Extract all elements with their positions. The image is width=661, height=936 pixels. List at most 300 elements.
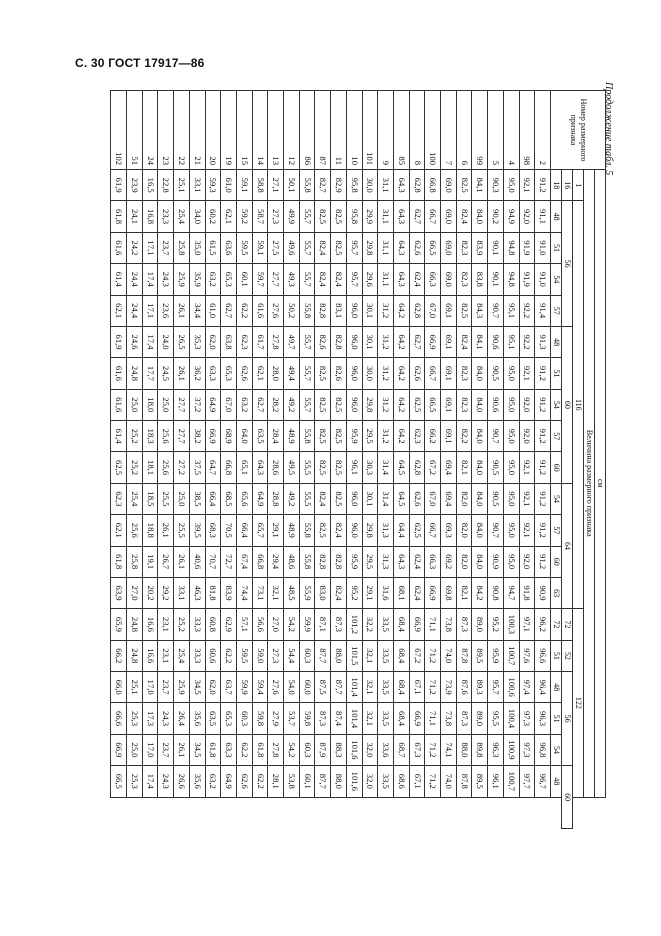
- table-cell: 62,4: [409, 577, 425, 608]
- table-cell: 95,7: [346, 232, 362, 263]
- table-cell: 67,0: [425, 295, 441, 326]
- unit-header-row: [595, 91, 606, 829]
- table-cell: 62,8: [409, 295, 425, 326]
- table-cell: 38,2: [189, 421, 205, 452]
- table-cell: 29,2: [158, 577, 174, 608]
- table-cell: 95,2: [488, 609, 504, 640]
- table-cell: 59,9: [236, 672, 252, 703]
- table-cell: 69,1: [441, 358, 457, 389]
- table-cell: 69,3: [441, 515, 457, 546]
- table-cell: 63,2: [236, 389, 252, 420]
- table-cell: 87,3: [456, 609, 472, 640]
- table-cell: 74,0: [441, 640, 457, 671]
- table-cell: 91,2: [535, 452, 551, 483]
- table-cell: 27,7: [174, 389, 190, 420]
- table-cell: 96,6: [535, 640, 551, 671]
- table-row: [346, 91, 362, 829]
- table-cell: 60,3: [299, 734, 315, 765]
- table-cell: 62,2: [236, 734, 252, 765]
- header-cell: 51: [551, 640, 562, 671]
- table-cell: 49,2: [284, 389, 300, 420]
- table-cell: 31,1: [378, 201, 394, 232]
- size-values-table: [110, 90, 606, 829]
- table-cell: 101,4: [346, 703, 362, 734]
- table-cell: 61,8: [205, 734, 221, 765]
- table-cell: 61,8: [111, 546, 127, 577]
- table-cell: 92,1: [519, 452, 535, 483]
- table-cell: 87,3: [456, 703, 472, 734]
- table-cell: 62,5: [111, 452, 127, 483]
- table-cell: 26,1: [174, 546, 190, 577]
- table-cell: 64,2: [393, 295, 409, 326]
- table-cell: 84,0: [472, 421, 488, 452]
- table-cell: 25,4: [127, 483, 143, 514]
- table-cell: 92,0: [519, 389, 535, 420]
- table-cell: 97,7: [519, 766, 535, 797]
- table-row: [174, 91, 190, 829]
- table-cell: 101,6: [346, 734, 362, 765]
- table-cell: 95,0: [503, 358, 519, 389]
- table-cell: 62,3: [409, 421, 425, 452]
- table-cell: 32,1: [362, 672, 378, 703]
- table-cell: 65,3: [221, 358, 237, 389]
- table-cell: 33,3: [189, 609, 205, 640]
- table-cell: 91,2: [535, 358, 551, 389]
- table-cell: 55,7: [299, 232, 315, 263]
- table-cell: 62,5: [409, 389, 425, 420]
- table-cell: 82,5: [315, 452, 331, 483]
- table-cell: 73,8: [441, 703, 457, 734]
- table-cell: 27,8: [268, 734, 284, 765]
- table-cell: 31,1: [378, 232, 394, 263]
- table-cell: 59,3: [205, 170, 221, 201]
- table-cell: 91,0: [535, 264, 551, 295]
- table-cell: 24,3: [158, 264, 174, 295]
- table-cell: 71,1: [425, 609, 441, 640]
- table-row: [127, 91, 143, 829]
- header-cell: 16: [562, 170, 573, 201]
- table-cell: 82,4: [315, 264, 331, 295]
- table-cell: 89,3: [472, 672, 488, 703]
- table-cell: 31,2: [378, 358, 394, 389]
- table-cell: 83,0: [315, 577, 331, 608]
- table-cell: 37,5: [189, 452, 205, 483]
- table-cell: 32,2: [362, 609, 378, 640]
- row-number: 6: [456, 91, 472, 170]
- table-cell: 64,3: [393, 201, 409, 232]
- table-cell: 90,2: [488, 201, 504, 232]
- table-cell: 87,7: [315, 640, 331, 671]
- table-cell: 82,0: [456, 515, 472, 546]
- table-cell: 24,8: [127, 609, 143, 640]
- table-cell: 31,3: [378, 546, 394, 577]
- table-cell: 64,3: [252, 452, 268, 483]
- table-cell: 90,7: [488, 421, 504, 452]
- table-cell: 82,8: [315, 546, 331, 577]
- table-cell: 23,9: [127, 170, 143, 201]
- table-cell: 24,8: [127, 640, 143, 671]
- table-cell: 90,5: [488, 483, 504, 514]
- table-cell: 18,0: [142, 389, 158, 420]
- header-cell: 54: [551, 264, 562, 295]
- table-cell: 61,5: [205, 232, 221, 263]
- table-cell: 82,6: [315, 326, 331, 357]
- table-cell: 89,0: [472, 703, 488, 734]
- table-cell: 49,3: [284, 264, 300, 295]
- table-cell: 96,3: [488, 734, 504, 765]
- table-cell: 26,1: [174, 358, 190, 389]
- table-row: [331, 91, 347, 829]
- table-cell: 30,3: [362, 452, 378, 483]
- table-cell: 55,7: [299, 264, 315, 295]
- table-cell: 100,7: [503, 640, 519, 671]
- table-cell: 34,4: [189, 295, 205, 326]
- table-cell: 49,2: [284, 483, 300, 514]
- table-cell: 62,7: [409, 201, 425, 232]
- values-label-row: [584, 91, 595, 829]
- table-cell: 50,2: [284, 295, 300, 326]
- table-cell: 92,2: [519, 295, 535, 326]
- table-cell: 61,7: [252, 326, 268, 357]
- table-cell: 33,5: [378, 766, 394, 797]
- header-cell: 60: [551, 452, 562, 483]
- header-cell: 64: [562, 483, 573, 609]
- table-cell: 84,3: [472, 295, 488, 326]
- table-cell: 27,5: [268, 232, 284, 263]
- table-cell: 82,4: [331, 264, 347, 295]
- table-cell: 87,6: [456, 672, 472, 703]
- table-cell: 97,4: [519, 672, 535, 703]
- table-cell: 36,2: [189, 358, 205, 389]
- table-cell: 17,0: [142, 734, 158, 765]
- table-cell: 87,5: [315, 672, 331, 703]
- table-cell: 82,5: [456, 295, 472, 326]
- table-cell: 48,6: [284, 546, 300, 577]
- table-cell: 63,2: [205, 766, 221, 797]
- row-number: 2: [535, 91, 551, 170]
- table-cell: 95,0: [503, 483, 519, 514]
- table-cell: 37,2: [189, 389, 205, 420]
- table-cell: 84,1: [472, 170, 488, 201]
- table-cell: 62,0: [205, 326, 221, 357]
- table-cell: 96,2: [535, 609, 551, 640]
- table-cell: 65,9: [111, 609, 127, 640]
- table-cell: 33,1: [174, 577, 190, 608]
- header-cell: 48: [551, 766, 562, 797]
- table-cell: 82,5: [331, 389, 347, 420]
- table-cell: 82,5: [456, 170, 472, 201]
- table-cell: 96,0: [346, 326, 362, 357]
- header-cell: 122: [573, 609, 584, 797]
- table-cell: 82,5: [315, 201, 331, 232]
- table-cell: 90,5: [488, 358, 504, 389]
- row-number: 14: [252, 91, 268, 170]
- table-cell: 101,2: [346, 609, 362, 640]
- table-cell: 62,6: [409, 483, 425, 514]
- table-cell: 25,1: [127, 672, 143, 703]
- table-cell: 28,4: [268, 421, 284, 452]
- table-cell: 91,2: [535, 389, 551, 420]
- table-cell: 64,2: [393, 326, 409, 357]
- table-cell: 64,5: [393, 483, 409, 514]
- table-cell: 17,1: [142, 232, 158, 263]
- table-cell: 70,7: [205, 546, 221, 577]
- header-cell: 57: [551, 295, 562, 326]
- row-number: 13: [268, 91, 284, 170]
- table-cell: 22,8: [158, 170, 174, 201]
- header-cell: 52: [562, 640, 573, 671]
- table-cell: 69,0: [441, 232, 457, 263]
- table-cell: 29,8: [362, 232, 378, 263]
- table-cell: 61,6: [111, 358, 127, 389]
- row-number: 5: [488, 91, 504, 170]
- row-number: 22: [174, 91, 190, 170]
- header-cell: 48: [551, 326, 562, 357]
- table-cell: 16,5: [142, 170, 158, 201]
- table-cell: 33,5: [378, 703, 394, 734]
- table-cell: 100,4: [503, 703, 519, 734]
- table-cell: 64,3: [393, 264, 409, 295]
- table-cell: 27,3: [268, 640, 284, 671]
- table-cell: 25,4: [174, 640, 190, 671]
- table-cell: 29,4: [268, 546, 284, 577]
- table-cell: 95,7: [346, 264, 362, 295]
- table-cell: 60,1: [236, 264, 252, 295]
- table-cell: 83,9: [221, 577, 237, 608]
- table-cell: 26,1: [174, 734, 190, 765]
- table-cell: 82,8: [331, 326, 347, 357]
- table-cell: 17,4: [142, 766, 158, 797]
- header-cell: 56: [562, 201, 573, 327]
- table-cell: 29,5: [362, 421, 378, 452]
- table-row: [472, 91, 488, 829]
- table-cell: 89,5: [472, 766, 488, 797]
- table-cell: 90,9: [535, 577, 551, 608]
- header-cell: 56: [562, 672, 573, 766]
- table-cell: 96,1: [488, 766, 504, 797]
- table-cell: 69,0: [441, 170, 457, 201]
- table-cell: 25,9: [174, 264, 190, 295]
- table-cell: 62,4: [409, 264, 425, 295]
- table-cell: 82,5: [315, 515, 331, 546]
- table-cell: 24,5: [158, 358, 174, 389]
- table-cell: 62,7: [221, 295, 237, 326]
- table-cell: 82,1: [456, 577, 472, 608]
- table-cell: 33,3: [189, 640, 205, 671]
- table-cell: 66,2: [111, 640, 127, 671]
- table-cell: 64,9: [221, 766, 237, 797]
- table-row: [535, 91, 551, 829]
- table-cell: 26,1: [158, 515, 174, 546]
- table-cell: 88,3: [331, 734, 347, 765]
- table-cell: 82,4: [315, 232, 331, 263]
- table-cell: 27,1: [268, 170, 284, 201]
- table-cell: 94,8: [503, 264, 519, 295]
- table-cell: 90,1: [488, 232, 504, 263]
- table-cell: 16,8: [142, 201, 158, 232]
- header-cell: 116: [573, 201, 584, 609]
- table-row: [409, 91, 425, 829]
- table-cell: 66,7: [425, 201, 441, 232]
- table-cell: 29,9: [362, 201, 378, 232]
- table-cell: 64,4: [393, 515, 409, 546]
- header-cell: 57: [551, 515, 562, 546]
- table-cell: 61,8: [252, 734, 268, 765]
- header-cell: 54: [551, 483, 562, 514]
- table-cell: 25,0: [174, 483, 190, 514]
- table-cell: 25,6: [158, 452, 174, 483]
- table-cell: 92,0: [519, 201, 535, 232]
- table-cell: 61,9: [111, 170, 127, 201]
- table-cell: 72,7: [221, 546, 237, 577]
- table-cell: 96,3: [535, 703, 551, 734]
- row-number: 8: [409, 91, 425, 170]
- table-cell: 92,0: [519, 421, 535, 452]
- table-cell: 25,1: [174, 170, 190, 201]
- table-cell: 59,1: [252, 232, 268, 263]
- table-cell: 87,4: [331, 703, 347, 734]
- table-cell: 90,1: [488, 264, 504, 295]
- table-cell: 55,8: [299, 515, 315, 546]
- row-number: 86: [299, 91, 315, 170]
- table-cell: 69,8: [441, 577, 457, 608]
- table-cell: 62,6: [236, 358, 252, 389]
- row-number: 19: [221, 91, 237, 170]
- table-cell: 66,6: [111, 703, 127, 734]
- table-cell: 16,6: [142, 640, 158, 671]
- table-cell: 61,0: [205, 295, 221, 326]
- table-cell: 62,6: [409, 232, 425, 263]
- table-cell: 67,4: [236, 546, 252, 577]
- table-cell: 64,2: [393, 389, 409, 420]
- table-row: [362, 91, 378, 829]
- table-cell: 64,3: [393, 546, 409, 577]
- table-cell: 24,3: [158, 766, 174, 797]
- table-cell: 71,2: [425, 672, 441, 703]
- table-cell: 91,2: [535, 170, 551, 201]
- corner-label: Номер размерного признака: [551, 91, 606, 170]
- table-cell: 57,1: [236, 609, 252, 640]
- table-cell: 73,8: [441, 609, 457, 640]
- table-cell: 29,1: [362, 577, 378, 608]
- table-cell: 60,3: [299, 640, 315, 671]
- table-cell: 82,4: [456, 201, 472, 232]
- row-number: 20: [205, 91, 221, 170]
- table-cell: 27,9: [268, 703, 284, 734]
- table-cell: 62,1: [221, 201, 237, 232]
- row-number: 100: [425, 91, 441, 170]
- table-cell: 33,5: [378, 672, 394, 703]
- table-cell: 62,1: [111, 295, 127, 326]
- table-cell: 66,9: [409, 703, 425, 734]
- table-cell: 61,4: [111, 421, 127, 452]
- table-cell: 31,2: [378, 326, 394, 357]
- table-cell: 95,2: [346, 577, 362, 608]
- table-cell: 17,4: [142, 326, 158, 357]
- table-cell: 82,5: [331, 201, 347, 232]
- table-cell: 83,9: [472, 232, 488, 263]
- table-row: [221, 91, 237, 829]
- table-cell: 66,2: [425, 421, 441, 452]
- rotated-table-container: [110, 90, 606, 829]
- table-cell: 62,6: [236, 766, 252, 797]
- table-cell: 89,5: [472, 640, 488, 671]
- table-cell: 82,3: [456, 358, 472, 389]
- header-cell: 54: [551, 734, 562, 765]
- table-cell: 32,1: [268, 577, 284, 608]
- table-cell: 66,0: [111, 672, 127, 703]
- row-number: 7: [441, 91, 457, 170]
- table-cell: 25,5: [158, 483, 174, 514]
- table-cell: 82,2: [456, 421, 472, 452]
- table-cell: 61,8: [111, 201, 127, 232]
- table-cell: 54,4: [284, 640, 300, 671]
- table-cell: 29,5: [362, 546, 378, 577]
- table-cell: 33,1: [189, 170, 205, 201]
- table-cell: 90,3: [488, 170, 504, 201]
- table-cell: 59,5: [236, 640, 252, 671]
- table-cell: 24,0: [158, 326, 174, 357]
- table-cell: 82,5: [331, 452, 347, 483]
- table-cell: 55,8: [299, 546, 315, 577]
- table-cell: 74,0: [441, 766, 457, 797]
- table-cell: 27,6: [268, 672, 284, 703]
- table-cell: 25,9: [174, 672, 190, 703]
- table-cell: 66,3: [425, 546, 441, 577]
- table-cell: 17,0: [142, 672, 158, 703]
- table-cell: 84,0: [472, 201, 488, 232]
- table-cell: 91,2: [535, 421, 551, 452]
- table-cell: 27,7: [174, 421, 190, 452]
- table-cell: 29,1: [268, 515, 284, 546]
- table-cell: 69,1: [441, 326, 457, 357]
- table-cell: 55,7: [299, 358, 315, 389]
- row-number: 21: [189, 91, 205, 170]
- table-cell: 69,0: [441, 201, 457, 232]
- table-cell: 53,7: [284, 703, 300, 734]
- table-cell: 92,1: [519, 358, 535, 389]
- table-cell: 59,8: [252, 703, 268, 734]
- table-cell: 65,1: [236, 452, 252, 483]
- table-cell: 25,2: [127, 421, 143, 452]
- table-cell: 23,7: [158, 672, 174, 703]
- table-cell: 68,7: [393, 734, 409, 765]
- table-cell: 17,1: [142, 295, 158, 326]
- table-cell: 91,2: [535, 483, 551, 514]
- table-cell: 30,0: [362, 358, 378, 389]
- table-cell: 87,1: [315, 609, 331, 640]
- table-cell: 61,6: [111, 389, 127, 420]
- table-cell: 28,1: [268, 766, 284, 797]
- table-cell: 35,6: [189, 766, 205, 797]
- table-cell: 25,3: [127, 703, 143, 734]
- table-cell: 27,0: [268, 609, 284, 640]
- table-cell: 67,2: [409, 640, 425, 671]
- table-cell: 24,8: [127, 358, 143, 389]
- table-cell: 28,8: [268, 483, 284, 514]
- table-cell: 82,5: [315, 389, 331, 420]
- table-cell: 87,3: [315, 703, 331, 734]
- table-cell: 55,7: [299, 389, 315, 420]
- table-cell: 55,8: [299, 170, 315, 201]
- table-cell: 95,1: [503, 326, 519, 357]
- table-cell: 64,2: [393, 358, 409, 389]
- table-cell: 69,1: [441, 421, 457, 452]
- table-cell: 82,8: [315, 295, 331, 326]
- table-cell: 90,7: [488, 515, 504, 546]
- table-cell: 64,5: [393, 452, 409, 483]
- table-row: [284, 91, 300, 829]
